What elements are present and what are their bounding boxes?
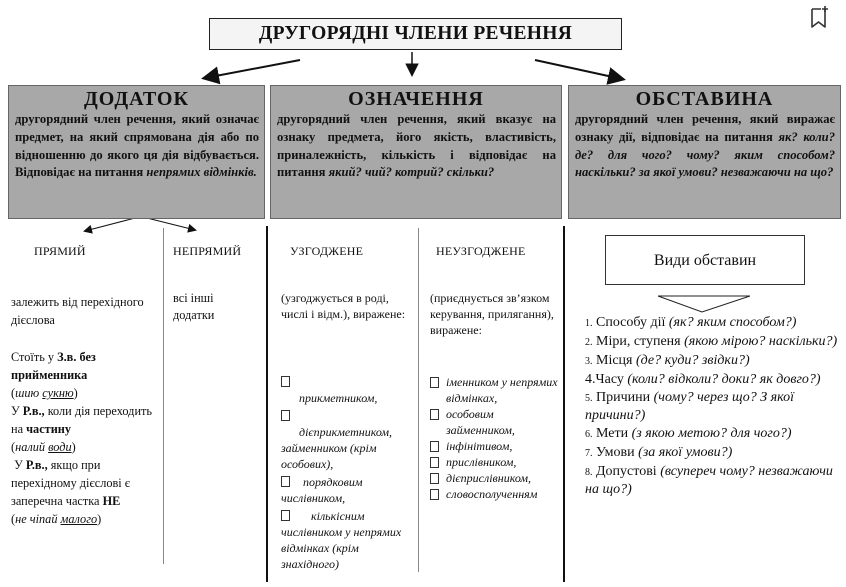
bullet-icon [281,510,290,521]
kinds-of-adverbials-list [585,314,840,499]
bullet-icon [281,410,290,421]
rule-genitive-part: У Р.в., коли дія переходить на частину [11,404,153,436]
obstavyna-heading: ОБСТАВИНА [635,88,774,110]
kinds-of-adverbials-box: Види обставин [605,235,805,285]
obstavyna-definition: другорядний член речення, який виражає ознаку дії, відповідає на питання як? коли? де? для чого? чому? яким способом? наскільки? за якої умови? незважаючи на що? [575,112,835,180]
bullet-icon [430,409,439,420]
indirect-object-text: всі інші додатки [173,291,215,322]
oznachennya-box [270,85,562,219]
kind-item: 5. Причини (чому? через що? З якої причини?) [585,390,795,423]
rule-accusative-example: (шию сукню) [11,386,78,400]
bullet-icon [430,457,439,468]
agreed-attribute-list [281,374,415,572]
diagram-title: ДРУГОРЯДНІ ЧЛЕНИ РЕЧЕННЯ [209,18,622,50]
nonagreed-attribute-label: НЕУЗГОДЖЕНЕ [436,244,526,258]
bullet-icon [430,377,439,388]
rule-accusative: Стоїть у З.в. без прийменника [11,350,96,382]
kind-item: 7. Умови (за якої умови?) [585,445,733,460]
bookmark-add-icon[interactable] [808,6,830,30]
agreed-item: порядковим числівником, [281,475,363,505]
oznachennya-definition: другорядний член речення, який вказує на ознаку предмета, його якість, властивість, приналежність, кількість і відповідає на питання який? чий? котрий? скільки? [277,112,556,180]
divider-dodatok [163,228,164,564]
agreed-item: кількісним числівником у непрямих відмінках (крім знахідного) [281,509,402,571]
kind-item: 4.Часу (коли? відколи? доки? як довго?) [585,372,821,387]
dodatok-heading: ДОДАТОК [84,88,189,110]
direct-object-depends: залежить від перехідного дієслова [11,295,144,327]
kind-item: 8. Допустові (всупереч чому? незважаючи на що?) [585,464,833,497]
bullet-icon [430,473,439,484]
kind-item: 6. Мети (з якою метою? для чого?) [585,426,792,441]
dodatok-definition: другорядний член речення, який означає предмет, на який спрямована дія або по відношенню до якого ця дія відбувається. Відповідає на питання непрямих відмінків. [15,112,259,180]
agreed-attribute-intro: (узгоджується в роді, числі і відм.), виражене: [281,291,406,321]
kind-item: 2. Міри, ступеня (якою мірою? наскільки?) [585,334,838,349]
nonagreed-item: інфінітивом, [430,438,560,454]
indirect-object-label: НЕПРЯМИЙ [173,244,242,258]
bullet-icon [430,441,439,452]
oznachennya-heading: ОЗНАЧЕННЯ [348,88,484,110]
rule-genitive-negation-example: (не чіпай малого) [11,512,102,526]
divider-main-1 [266,226,268,582]
nonagreed-attribute-list [430,374,560,502]
kind-item: 1. Способу дії (як? яким способом?) [585,315,797,330]
agreed-attribute-label: УЗГОДЖЕНЕ [290,244,364,258]
nonagreed-item: особовим займенником, [430,406,560,438]
agreed-item: прикметником, [281,374,415,406]
nonagreed-attribute-intro: (приєднується зв’язком керування, прилягання), виражене: [430,291,554,337]
dodatok-box [8,85,265,219]
agreed-item: дієприкметником, займенником (крім особових), [281,408,415,472]
nonagreed-item: іменником у непрямих відмінках, [430,374,560,406]
bullet-icon [281,476,290,487]
divider-oznachennya [418,228,419,572]
nonagreed-item: словосполученням [430,486,560,502]
divider-main-2 [563,226,565,582]
rule-genitive-part-example: (налий води) [11,440,76,454]
direct-object-rules [11,348,161,528]
nonagreed-item: дієприслівником, [430,470,560,486]
direct-object-label: ПРЯМИЙ [34,244,86,258]
bullet-icon [430,489,439,500]
bullet-icon [281,376,290,387]
kind-item: 3. Місця (де? куди? звідки?) [585,353,750,368]
obstavyna-box [568,85,841,219]
nonagreed-item: прислівником, [430,454,560,470]
rule-genitive-negation: У Р.в., якщо при перехідному дієслові є заперечна частка НЕ [11,458,131,508]
